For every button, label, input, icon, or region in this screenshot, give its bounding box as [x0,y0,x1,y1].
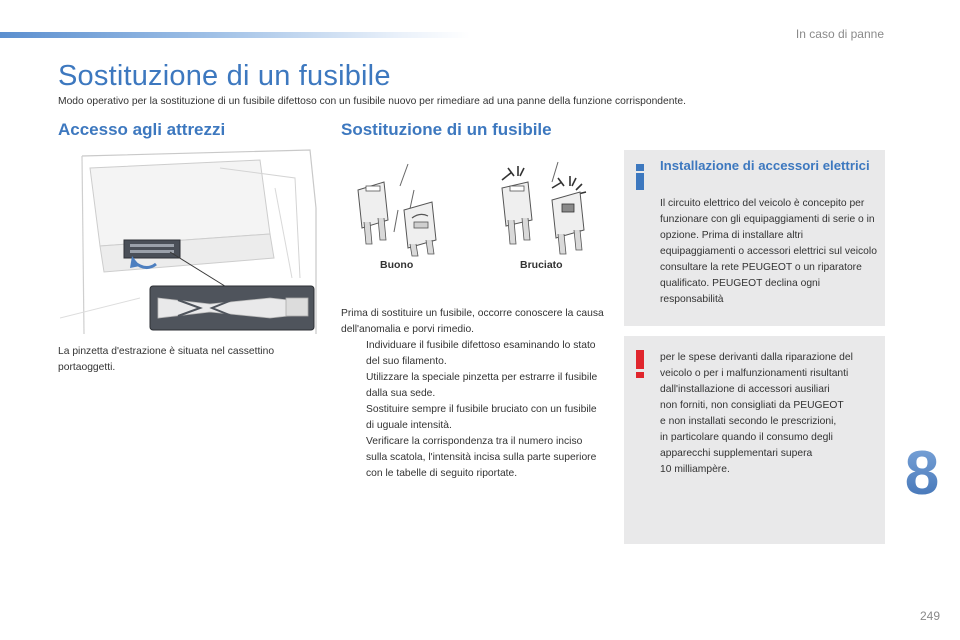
instructions-intro: Prima di sostituire un fusibile, occorre conoscere la causa dell'anomalia e porvi rimedio. [341,308,604,335]
header-gradient-bar [0,32,470,38]
list-item [341,402,606,434]
list-item-text: Sostituire sempre il fusibile bruciato con un fusibile di uguale intensità. [366,404,597,431]
fuse-good-label: Buono [380,259,414,271]
info-icon [636,164,644,190]
page-intro: Modo operativo per la sostituzione di un fusibile difettoso con un fusibile nuovo per rimediare ad una panne della funzione corrispondente. [58,96,686,107]
exclamation-icon [636,350,644,378]
instructions-list [341,338,606,482]
list-item-text: Individuare il fusibile difettoso esaminando lo stato del suo filamento. [366,340,596,367]
list-item [341,370,606,402]
list-item-text: Utilizzare la speciale pinzetta per estrarre il fusibile dalla sua sede. [366,372,598,399]
info-title: Installazione di accessori elettrici [660,158,870,173]
left-caption: La pinzetta d'estrazione è situata nel cassettino portaoggetti. [58,346,275,373]
fuse-burnt-label: Bruciato [520,259,563,271]
heading-fuse-replacement: Sostituzione di un fusibile [341,120,552,139]
list-item [341,338,606,370]
section-label: In caso di panne [795,27,884,41]
fuse-burnt-illustration [496,158,596,258]
page-number: 249 [919,609,940,623]
list-item-text: Verificare la corrispondenza tra il numero inciso sulla scatola, l'intensità incisa sulla parte superiore con le tabelle di seguito riportate. [366,436,597,479]
info-box [624,150,885,326]
glovebox-illustration [60,148,318,334]
fuse-good-illustration [348,160,448,258]
info-body: Il circuito elettrico del veicolo è concepito per funzionare con gli equipaggiamenti di serie o in opzione. Prima di installare altri equipaggiamenti o accessori elettrici sul veicolo consultare la rete PEUGEOT o un riparatore qualificato. PEUGEOT declina ogni responsabilità [660,198,877,305]
page-title: Sostituzione di un fusibile [58,60,391,92]
warning-body: per le spese derivanti dalla riparazione del veicolo o per i malfunzionamenti risultanti dall'installazione di accessori ausiliari non forniti, non consigliati da PEUGEOT e non installati secondo le prescrizioni, in particolare quando il consumo degli apparecchi supplementari supera 10 milliampère. [660,352,853,475]
heading-access-tools: Accesso agli attrezzi [58,120,226,139]
svg-text:8: 8 [904,440,940,502]
chapter-number [898,440,946,502]
fuse-instructions [341,306,606,482]
list-item [341,434,606,482]
warning-box [624,336,885,544]
